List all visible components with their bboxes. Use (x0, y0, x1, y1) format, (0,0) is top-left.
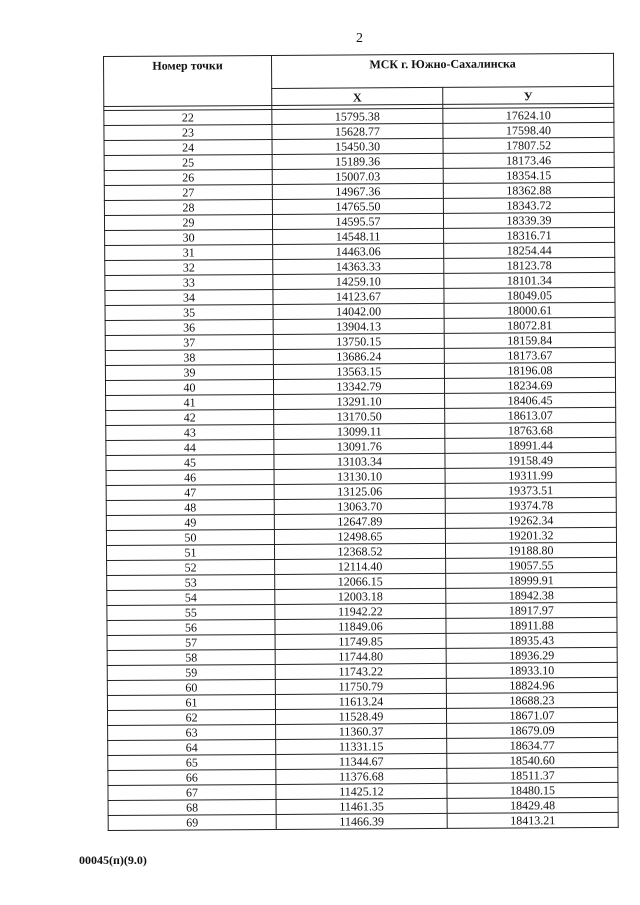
x-coordinate-cell: 13170.50 (274, 408, 445, 424)
x-coordinate-cell: 15795.38 (272, 108, 443, 124)
y-coordinate-cell: 18634.77 (447, 737, 618, 753)
x-coordinate-cell: 12003.18 (275, 588, 446, 604)
table-body (104, 107, 618, 830)
x-coordinate-cell: 11360.37 (276, 723, 447, 739)
y-coordinate-cell: 18316.71 (444, 227, 615, 243)
y-coordinate-cell: 18933.10 (446, 662, 617, 678)
x-coordinate-cell: 13099.11 (274, 423, 445, 439)
y-coordinate-cell: 18480.15 (447, 782, 618, 798)
y-coordinate-cell: 19374.78 (445, 497, 616, 513)
document-code: 00045(п)(9.0) (79, 853, 147, 867)
y-coordinate-cell: 18196.08 (444, 362, 615, 378)
point-number-cell: 67 (108, 784, 276, 800)
x-coordinate-cell: 12114.40 (275, 558, 446, 574)
x-coordinate-cell: 13063.70 (274, 498, 445, 514)
x-coordinate-cell: 12066.15 (275, 573, 446, 589)
x-coordinate-cell: 11528.49 (275, 708, 446, 724)
y-coordinate-cell: 18254.44 (444, 242, 615, 258)
point-number-cell: 32 (105, 259, 273, 275)
header-x: X (272, 87, 443, 105)
x-coordinate-cell: 14463.06 (273, 243, 444, 259)
y-coordinate-cell: 18339.39 (443, 212, 614, 228)
table-row (108, 812, 618, 830)
x-coordinate-cell: 11344.67 (276, 753, 447, 769)
point-number-cell: 69 (108, 814, 276, 830)
y-coordinate-cell: 18173.67 (444, 347, 615, 363)
y-coordinate-cell: 19201.32 (445, 527, 616, 543)
x-coordinate-cell: 11849.06 (275, 618, 446, 634)
point-number-cell: 44 (106, 439, 274, 455)
y-coordinate-cell: 18999.91 (446, 572, 617, 588)
x-coordinate-cell: 13125.06 (274, 483, 445, 499)
x-coordinate-cell: 13563.15 (273, 363, 444, 379)
x-coordinate-cell: 13904.13 (273, 318, 444, 334)
y-coordinate-cell: 18072.81 (444, 317, 615, 333)
point-number-cell: 61 (107, 694, 275, 710)
x-coordinate-cell: 11942.22 (275, 603, 446, 619)
y-coordinate-cell: 18511.37 (447, 767, 618, 783)
x-coordinate-cell: 13750.15 (273, 333, 444, 349)
x-coordinate-cell: 11461.35 (276, 798, 447, 814)
point-number-cell: 55 (107, 604, 275, 620)
y-coordinate-cell: 19188.80 (445, 542, 616, 558)
point-number-cell: 63 (108, 724, 276, 740)
header-y: У (443, 86, 614, 104)
point-number-cell: 53 (107, 574, 275, 590)
point-number-cell: 58 (107, 649, 275, 665)
point-number-cell: 49 (106, 514, 274, 530)
point-number-cell: 60 (107, 679, 275, 695)
x-coordinate-cell: 14967.36 (272, 183, 443, 199)
y-coordinate-cell: 19057.55 (446, 557, 617, 573)
y-coordinate-cell: 18354.15 (443, 167, 614, 183)
point-number-cell: 54 (107, 589, 275, 605)
point-number-cell: 27 (104, 184, 272, 200)
x-coordinate-cell: 11750.79 (275, 678, 446, 694)
x-coordinate-cell: 15450.30 (272, 138, 443, 154)
x-coordinate-cell: 12498.65 (274, 528, 445, 544)
point-number-cell: 39 (105, 364, 273, 380)
x-coordinate-cell: 14123.67 (273, 288, 444, 304)
point-number-cell: 26 (104, 169, 272, 185)
x-coordinate-cell: 12647.89 (274, 513, 445, 529)
x-coordinate-cell: 13291.10 (274, 393, 445, 409)
header-coordinate-system: МСК г. Южно-Сахалинска (271, 53, 613, 88)
x-coordinate-cell: 13103.34 (274, 453, 445, 469)
x-coordinate-cell: 11613.24 (275, 693, 446, 709)
point-number-cell: 43 (106, 424, 274, 440)
point-number-cell: 62 (107, 709, 275, 725)
point-number-cell: 37 (105, 334, 273, 350)
y-coordinate-cell: 18049.05 (444, 287, 615, 303)
point-number-cell: 35 (105, 304, 273, 320)
point-number-cell: 36 (105, 319, 273, 335)
y-coordinate-cell: 18173.46 (443, 152, 614, 168)
point-number-cell: 65 (108, 754, 276, 770)
y-coordinate-cell: 18159.84 (444, 332, 615, 348)
y-coordinate-cell: 17807.52 (443, 137, 614, 153)
x-coordinate-cell: 13130.10 (274, 468, 445, 484)
y-coordinate-cell: 18613.07 (445, 407, 616, 423)
x-coordinate-cell: 11743.22 (275, 663, 446, 679)
y-coordinate-cell: 18763.68 (445, 422, 616, 438)
y-coordinate-cell: 18406.45 (445, 392, 616, 408)
point-number-cell: 42 (106, 409, 274, 425)
header-point-number: Номер точки (104, 55, 272, 106)
y-coordinate-cell: 17624.10 (443, 107, 614, 123)
point-number-cell: 24 (104, 139, 272, 155)
x-coordinate-cell: 13342.79 (273, 378, 444, 394)
x-coordinate-cell: 14548.11 (273, 228, 444, 244)
x-coordinate-cell: 14259.10 (273, 273, 444, 289)
x-coordinate-cell: 14363.33 (273, 258, 444, 274)
point-number-cell: 31 (105, 244, 273, 260)
x-coordinate-cell: 14595.57 (272, 213, 443, 229)
x-coordinate-cell: 12368.52 (274, 543, 445, 559)
point-number-cell: 23 (104, 124, 272, 140)
point-number-cell: 56 (107, 619, 275, 635)
y-coordinate-cell: 18991.44 (445, 437, 616, 453)
point-number-cell: 45 (106, 454, 274, 470)
y-coordinate-cell: 18936.29 (446, 647, 617, 663)
x-coordinate-cell: 15007.03 (272, 168, 443, 184)
x-coordinate-cell: 13686.24 (273, 348, 444, 364)
point-number-cell: 50 (106, 529, 274, 545)
y-coordinate-cell: 18540.60 (447, 752, 618, 768)
point-number-cell: 64 (108, 739, 276, 755)
x-coordinate-cell: 11466.39 (276, 813, 447, 829)
point-number-cell: 47 (106, 484, 274, 500)
y-coordinate-cell: 18671.07 (446, 707, 617, 723)
coordinates-table (103, 53, 619, 831)
y-coordinate-cell: 18942.38 (446, 587, 617, 603)
point-number-cell: 33 (105, 274, 273, 290)
y-coordinate-cell: 18123.78 (444, 257, 615, 273)
x-coordinate-cell: 14042.00 (273, 303, 444, 319)
x-coordinate-cell: 15189.36 (272, 153, 443, 169)
x-coordinate-cell: 13091.76 (274, 438, 445, 454)
point-number-cell: 34 (105, 289, 273, 305)
point-number-cell: 30 (105, 229, 273, 245)
y-coordinate-cell: 18824.96 (446, 677, 617, 693)
y-coordinate-cell: 18343.72 (443, 197, 614, 213)
point-number-cell: 41 (106, 394, 274, 410)
x-coordinate-cell: 11376.68 (276, 768, 447, 784)
point-number-cell: 52 (107, 559, 275, 575)
x-coordinate-cell: 11749.85 (275, 633, 446, 649)
y-coordinate-cell: 19158.49 (445, 452, 616, 468)
y-coordinate-cell: 18688.23 (446, 692, 617, 708)
x-coordinate-cell: 11425.12 (276, 783, 447, 799)
x-coordinate-cell: 15628.77 (272, 123, 443, 139)
point-number-cell: 25 (104, 154, 272, 170)
point-number-cell: 40 (105, 379, 273, 395)
point-number-cell: 38 (105, 349, 273, 365)
y-coordinate-cell: 18234.69 (444, 377, 615, 393)
point-number-cell: 51 (106, 544, 274, 560)
y-coordinate-cell: 19373.51 (445, 482, 616, 498)
x-coordinate-cell: 11331.15 (276, 738, 447, 754)
y-coordinate-cell: 18911.88 (446, 617, 617, 633)
y-coordinate-cell: 19262.34 (445, 512, 616, 528)
point-number-cell: 68 (108, 799, 276, 815)
point-number-cell: 57 (107, 634, 275, 650)
point-number-cell: 66 (108, 769, 276, 785)
y-coordinate-cell: 18000.61 (444, 302, 615, 318)
point-number-cell: 48 (106, 499, 274, 515)
x-coordinate-cell: 11744.80 (275, 648, 446, 664)
point-number-cell: 28 (104, 199, 272, 215)
x-coordinate-cell: 14765.50 (272, 198, 443, 214)
point-number-cell: 59 (107, 664, 275, 680)
point-number-cell: 29 (104, 214, 272, 230)
y-coordinate-cell: 18935.43 (446, 632, 617, 648)
y-coordinate-cell: 17598.40 (443, 122, 614, 138)
y-coordinate-cell: 18917.97 (446, 602, 617, 618)
page-number: 2 (356, 31, 363, 46)
y-coordinate-cell: 18413.21 (447, 812, 618, 828)
y-coordinate-cell: 18429.48 (447, 797, 618, 813)
y-coordinate-cell: 18679.09 (447, 722, 618, 738)
y-coordinate-cell: 18362.88 (443, 182, 614, 198)
point-number-cell: 22 (104, 109, 272, 125)
point-number-cell: 46 (106, 469, 274, 485)
y-coordinate-cell: 19311.99 (445, 467, 616, 483)
y-coordinate-cell: 18101.34 (444, 272, 615, 288)
